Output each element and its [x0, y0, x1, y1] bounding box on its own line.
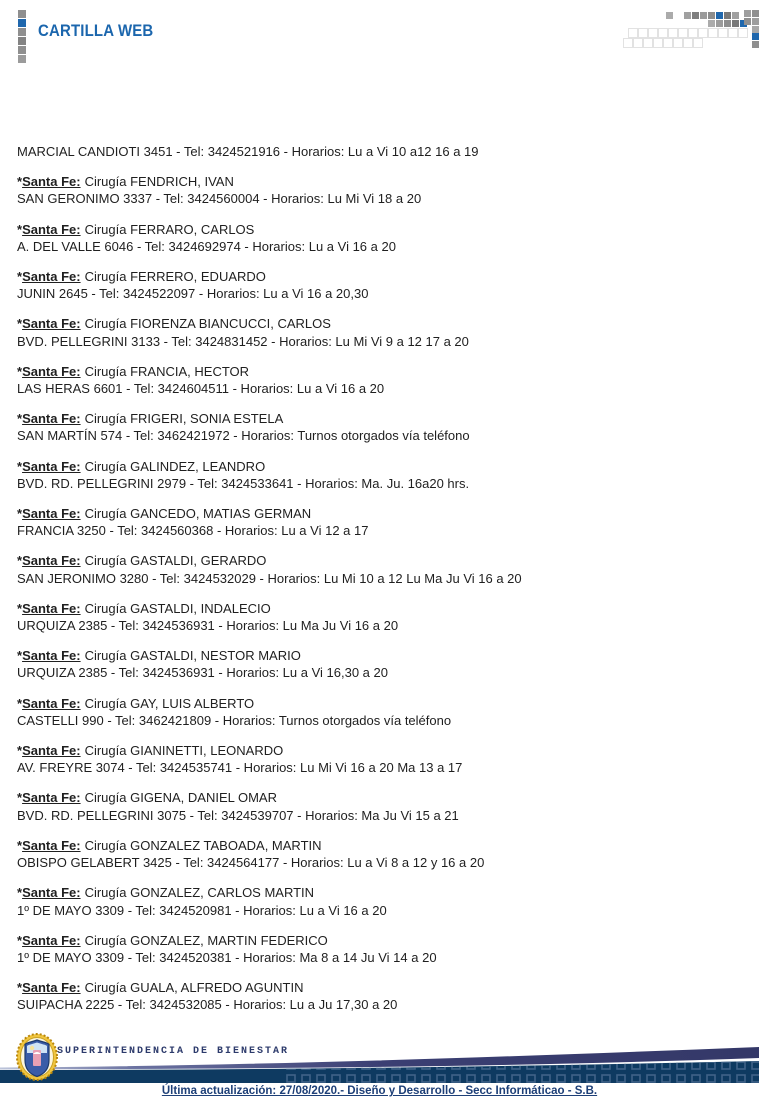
entry-region-label: Santa Fe: — [22, 837, 81, 853]
directory-entry — [17, 837, 751, 871]
entry-region-label: Santa Fe: — [22, 174, 81, 190]
entry-title: Cirugía GONZALEZ, MARTIN FEDERICO — [84, 932, 328, 948]
entry-region-label: Santa Fe: — [22, 363, 81, 379]
entry-details: BVD. RD. PELLEGRINI 3075 - Tel: 3424539707 - Horarios: Ma Ju Vi 15 a 21 — [17, 807, 459, 823]
entry-header — [17, 268, 751, 285]
organization-crest-icon — [16, 1033, 60, 1083]
directory-entry — [17, 173, 751, 207]
last-update-line: Última actualización: 27/08/2020.- Diseño y Desarrollo - Secc Informáticao - S.B. — [161, 1085, 598, 1097]
entry-region-label: Santa Fe: — [22, 506, 81, 522]
entry-bullet: * — [17, 980, 23, 996]
entry-bullet: * — [17, 743, 23, 759]
entry-details: URQUIZA 2385 - Tel: 3424536931 - Horarios: Lu a Vi 16,30 a 20 — [17, 665, 388, 681]
entry-details: SAN GERONIMO 3337 - Tel: 3424560004 - Horarios: Lu Mi Vi 18 a 20 — [17, 191, 422, 207]
entry-details: URQUIZA 2385 - Tel: 3424536931 - Horarios: Lu Ma Ju Vi 16 a 20 — [17, 618, 399, 634]
entry-region-label: Santa Fe: — [22, 885, 81, 901]
entry-header — [17, 552, 751, 569]
entry-title: Cirugía FIORENZA BIANCUCCI, CARLOS — [84, 316, 331, 332]
entry-details: FRANCIA 3250 - Tel: 3424560368 - Horarios: Lu a Vi 12 a 17 — [17, 523, 369, 539]
directory-entry — [17, 979, 751, 1013]
entry-bullet: * — [17, 363, 23, 379]
entry-title: Cirugía GALINDEZ, LEANDRO — [84, 458, 266, 474]
entry-header — [17, 742, 751, 759]
entry-region-label: Santa Fe: — [22, 458, 81, 474]
entry-bullet: * — [17, 174, 23, 190]
entry-header — [17, 410, 751, 427]
entry-region-label: Santa Fe: — [22, 553, 81, 569]
entry-header — [17, 505, 751, 522]
entry-title: Cirugía FRANCIA, HECTOR — [84, 363, 250, 379]
entry-bullet: * — [17, 648, 23, 664]
entry-title: Cirugía FENDRICH, IVAN — [84, 174, 234, 190]
directory-entry — [17, 789, 751, 823]
entry-details: BVD. RD. PELLEGRINI 2979 - Tel: 3424533641 - Horarios: Ma. Ju. 16a20 hrs. — [17, 475, 470, 491]
entry-title: Cirugía GONZALEZ TABOADA, MARTIN — [84, 837, 322, 853]
entry-header — [17, 315, 751, 332]
entry-header — [17, 647, 751, 664]
entry-bullet: * — [17, 221, 23, 237]
entry-region-label: Santa Fe: — [22, 221, 81, 237]
entry-header — [17, 695, 751, 712]
entry-details: SAN JERONIMO 3280 - Tel: 3424532029 - Horarios: Lu Mi 10 a 12 Lu Ma Ju Vi 16 a 20 — [17, 570, 522, 586]
entry-details: SUIPACHA 2225 - Tel: 3424532085 - Horarios: Lu a Ju 17,30 a 20 — [17, 997, 398, 1013]
directory-entry — [17, 600, 751, 634]
directory-entry — [17, 932, 751, 966]
entry-bullet: * — [17, 269, 23, 285]
entry-title: Cirugía FRIGERI, SONIA ESTELA — [84, 411, 284, 427]
directory-entry — [17, 695, 751, 729]
directory-entry — [17, 647, 751, 681]
entry-header — [17, 789, 751, 806]
entry-details: AV. FREYRE 3074 - Tel: 3424535741 - Horarios: Lu Mi Vi 16 a 20 Ma 13 a 17 — [17, 760, 463, 776]
entry-bullet: * — [17, 506, 23, 522]
entry-header — [17, 458, 751, 475]
entry-title: Cirugía GAY, LUIS ALBERTO — [84, 695, 255, 711]
entry-region-label: Santa Fe: — [22, 695, 81, 711]
entry-region-label: Santa Fe: — [22, 980, 81, 996]
entry-region-label: Santa Fe: — [22, 932, 81, 948]
entry-bullet: * — [17, 932, 23, 948]
entry-details: LAS HERAS 6601 - Tel: 3424604511 - Horarios: Lu a Vi 16 a 20 — [17, 381, 385, 397]
entry-details: BVD. PELLEGRINI 3133 - Tel: 3424831452 - Horarios: Lu Mi Vi 9 a 12 17 a 20 — [17, 333, 469, 349]
entry-header — [17, 884, 751, 901]
entry-header — [17, 932, 751, 949]
entry-title: Cirugía GUALA, ALFREDO AGUNTIN — [84, 980, 304, 996]
entry-details: 1º DE MAYO 3309 - Tel: 3424520981 - Horarios: Lu a Vi 16 a 20 — [17, 902, 387, 918]
directory-entry — [17, 552, 751, 586]
entry-title: Cirugía GANCEDO, MATIAS GERMAN — [84, 506, 312, 522]
entry-header — [17, 600, 751, 617]
entry-header — [17, 979, 751, 996]
entry-bullet: * — [17, 695, 23, 711]
entry-details: JUNIN 2645 - Tel: 3424522097 - Horarios: Lu a Vi 16 a 20,30 — [17, 286, 369, 302]
entry-bullet: * — [17, 458, 23, 474]
entry-title: Cirugía FERRERO, EDUARDO — [84, 269, 266, 285]
continuation-line: MARCIAL CANDIOTI 3451 - Tel: 3424521916 - Horarios: Lu a Vi 10 a12 16 a 19 — [17, 144, 479, 159]
directory-entry — [17, 884, 751, 918]
entry-region-label: Santa Fe: — [22, 790, 81, 806]
entry-bullet: * — [17, 600, 23, 616]
entry-region-label: Santa Fe: — [22, 600, 81, 616]
entry-title: Cirugía GIANINETTI, LEONARDO — [84, 743, 284, 759]
page-title: CARTILLA WEB — [38, 21, 154, 40]
directory-entry — [17, 315, 751, 349]
directory-entry — [17, 505, 751, 539]
entry-region-label: Santa Fe: — [22, 648, 81, 664]
directory-entry — [17, 410, 751, 444]
entry-bullet: * — [17, 790, 23, 806]
entry-title: Cirugía GASTALDI, INDALECIO — [84, 600, 271, 616]
entry-bullet: * — [17, 316, 23, 332]
entry-title: Cirugía GONZALEZ, CARLOS MARTIN — [84, 885, 315, 901]
entry-region-label: Santa Fe: — [22, 411, 81, 427]
directory-entry — [17, 268, 751, 302]
entry-bullet: * — [17, 885, 23, 901]
directory-list — [17, 143, 751, 1027]
footer-swoosh-decoration — [0, 1047, 759, 1083]
organization-name: SUPERINTENDENCIA DE BIENESTAR — [57, 1046, 290, 1057]
entry-region-label: Santa Fe: — [22, 316, 81, 332]
directory-entry — [17, 221, 751, 255]
directory-entry — [17, 458, 751, 492]
entry-header — [17, 363, 751, 380]
entry-details: OBISPO GELABERT 3425 - Tel: 3424564177 - Horarios: Lu a Vi 8 a 12 y 16 a 20 — [17, 855, 485, 871]
entry-title: Cirugía GASTALDI, GERARDO — [84, 553, 267, 569]
entry-bullet: * — [17, 553, 23, 569]
entry-details: SAN MARTÍN 574 - Tel: 3462421972 - Horarios: Turnos otorgados vía teléfono — [17, 428, 470, 444]
directory-entry — [17, 363, 751, 397]
entry-title: Cirugía GASTALDI, NESTOR MARIO — [84, 648, 301, 664]
entry-bullet: * — [17, 837, 23, 853]
entry-header — [17, 221, 751, 238]
entry-region-label: Santa Fe: — [22, 269, 81, 285]
entry-header — [17, 837, 751, 854]
entry-details: CASTELLI 990 - Tel: 3462421809 - Horarios: Turnos otorgados vía teléfono — [17, 712, 452, 728]
entry-bullet: * — [17, 411, 23, 427]
entry-details: A. DEL VALLE 6046 - Tel: 3424692974 - Horarios: Lu a Vi 16 a 20 — [17, 238, 396, 254]
entry-title: Cirugía GIGENA, DANIEL OMAR — [84, 790, 277, 806]
entry-title: Cirugía FERRARO, CARLOS — [84, 221, 255, 237]
entry-details: 1º DE MAYO 3309 - Tel: 3424520381 - Horarios: Ma 8 a 14 Ju Vi 14 a 20 — [17, 949, 437, 965]
entry-header — [17, 173, 751, 190]
entry-region-label: Santa Fe: — [22, 743, 81, 759]
directory-entry — [17, 742, 751, 776]
